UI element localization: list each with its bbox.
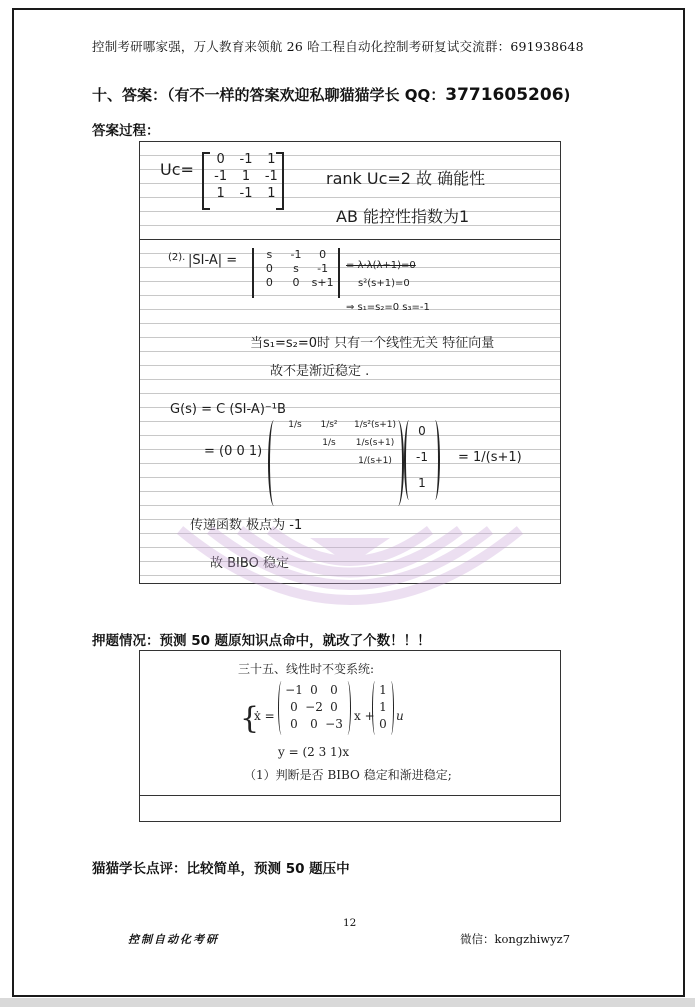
eq-char-poly-struck: = λ·λ(λ+1)=0 (346, 260, 416, 271)
b-paren-right (430, 420, 440, 500)
section-title-suffix: ) (563, 86, 571, 104)
a-paren-right (344, 681, 351, 735)
uc-label: Uc= (160, 160, 194, 179)
page-header: 控制考研哪家强，万人教育来领航 26 哈工程自动化控制考研复试交流群：691938648 (92, 39, 584, 54)
det-bar-left (252, 248, 254, 298)
answer-label: 答案过程： (92, 123, 160, 139)
xdot-label: ẋ = (254, 709, 275, 723)
row-vector-c: = (0 0 1) (204, 444, 263, 459)
question-part-1: （1）判断是否 BIBO 稳定和渐进稳定; (244, 768, 452, 782)
footer-right: 微信：kongzhiwyz7 (460, 932, 571, 946)
prediction-label: 押题情况：预测 50 题原知识点命中，就改了个数！！！ (92, 633, 431, 649)
eq-char-poly: s²(s+1)=0 (358, 278, 410, 289)
a-matrix: −1 0 0 0 −2 0 0 0 −3 (285, 683, 343, 731)
sentence-not-stable: 故不是渐近稳定 . (270, 364, 370, 379)
bibo-line: 故 BIBO 稳定 (210, 556, 289, 571)
inverse-matrix: 1/s 1/s² 1/s²(s+1) 1/s 1/s(s+1) 1/(s+1) (288, 420, 397, 466)
qq-number: 3771605206 (445, 85, 564, 105)
footer-left: 控制自动化考研 (128, 933, 219, 946)
section-title (92, 84, 570, 105)
question-title: 三十五、线性时不变系统: (238, 662, 375, 676)
review-label: 猫猫学长点评：比较简单，预测 50 题压中 (92, 861, 350, 877)
ab-line: AB 能控性指数为1 (336, 207, 470, 226)
b-vector: 0 -1 1 (416, 424, 428, 490)
det-matrix: s -1 0 0 s -1 0 0 s+1 (265, 248, 334, 289)
uc-bracket-right (276, 152, 284, 210)
sentence-eigenvector: 当s₁=s₂=0时 只有一个线性无关 特征向量 (250, 336, 495, 351)
b-matrix: 1 1 0 (379, 683, 387, 731)
section-title-prefix: 十、答案：（有不一样的答案欢迎私聊猫猫学长 QQ： (92, 86, 446, 104)
x-plus: x + (354, 709, 375, 723)
part-2-label: (2). (168, 252, 186, 263)
question-divider (140, 795, 560, 796)
det-bar-right (338, 248, 340, 298)
uc-matrix: 0 -1 1 -1 1 -1 1 -1 1 (214, 152, 278, 201)
b-matrix-paren-right (388, 681, 394, 735)
transfer-function-result: = 1/(s+1) (458, 450, 522, 465)
u-label: u (396, 709, 404, 723)
bottom-band (0, 998, 695, 1007)
prediction-box (139, 650, 561, 822)
transfer-function-line: G(s) = C (SI-A)⁻¹B (170, 402, 286, 417)
eq-roots: ⇒ s₁=s₂=0 s₃=-1 (346, 302, 430, 313)
system-brace: { (240, 701, 260, 736)
pole-line: 传递函数 极点为 -1 (190, 518, 303, 533)
output-equation: y = (2 3 1)x (278, 745, 350, 759)
page-number: 12 (343, 917, 357, 929)
handwritten-panel-1 (139, 141, 561, 241)
det-label: |SI-A| = (188, 253, 238, 268)
inv-paren-right (392, 420, 404, 506)
rank-line: rank Uc=2 故 确能性 (326, 169, 486, 188)
